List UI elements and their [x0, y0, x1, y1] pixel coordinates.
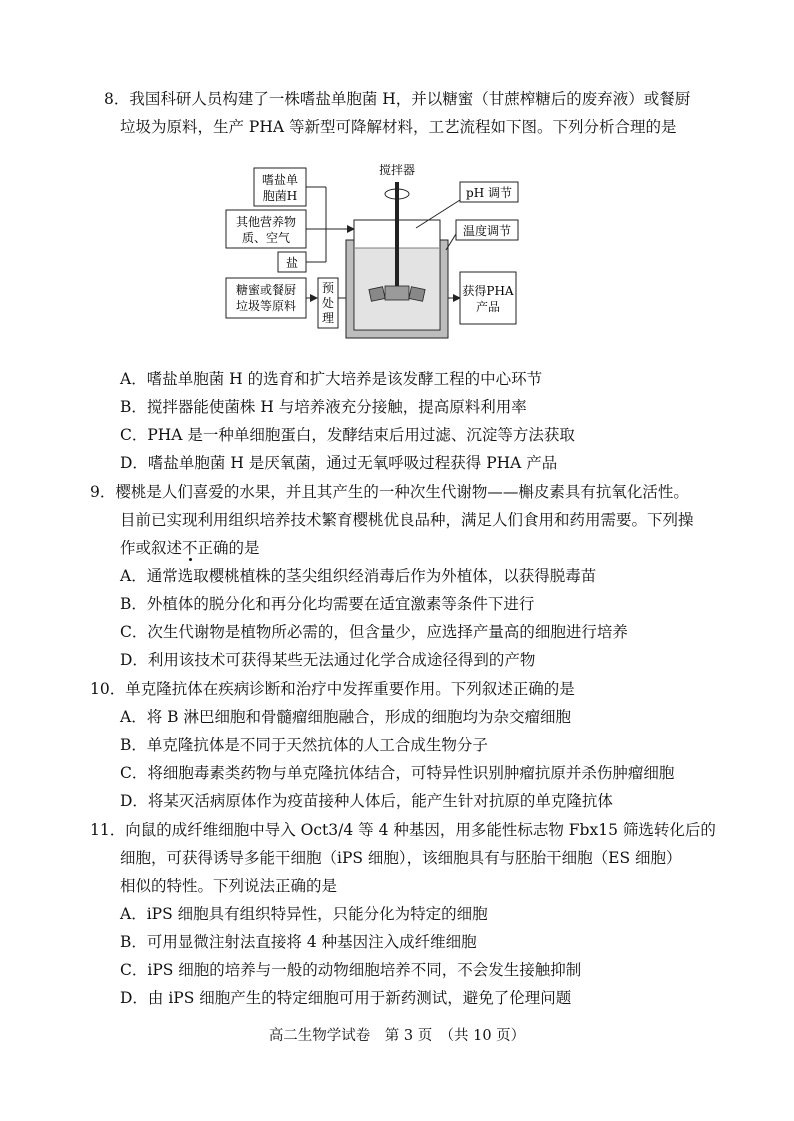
- q8-option-a: A．嗜盐单胞菌 H 的选育和扩大培养是该发酵工程的中心环节: [120, 370, 543, 388]
- box-nutrients-text-2: 质、空气: [241, 231, 291, 245]
- q10-option-b: B．单克隆抗体是不同于天然抗体的人工合成生物分子: [120, 736, 488, 754]
- q8-option-b: B．搅拌器能使菌株 H 与培养液充分接触，提高原料利用率: [120, 398, 527, 416]
- q11-option-c: C．iPS 细胞的培养与一般的动物细胞培养不同，不会发生接触抑制: [120, 961, 582, 979]
- q8-stem-line1: 8．我国科研人员构建了一株嗜盐单胞菌 H，并以糖蜜（甘蔗榨糖后的废弃液）或餐厨: [104, 90, 691, 108]
- impeller-blade-right: [409, 287, 425, 302]
- q9-emphasis-not: 不: [182, 539, 198, 557]
- q9-option-d: D．利用该技术可获得某些无法通过化学合成途径得到的产物: [120, 651, 536, 669]
- q9-stem-pre: 作或叙述: [120, 539, 183, 557]
- fermentation-flow-diagram: [220, 160, 530, 345]
- box-pretreatment-text-1: 预: [321, 281, 335, 295]
- q9-stem-line2: 目前已实现利用组织培养技术繁育樱桃优良品种，满足人们食用和药用需要。下列操: [120, 511, 694, 529]
- q8-option-c: C．PHA 是一种单细胞蛋白，发酵结束后用过滤、沉淀等方法获取: [120, 426, 575, 444]
- q10-option-c: C．将细胞毒素类药物与单克隆抗体结合，可特异性识别肿瘤抗原并杀伤肿瘤细胞: [120, 764, 675, 782]
- q9-stem-line3: [120, 537, 260, 559]
- box-raw-material-text-1: 糖蜜或餐厨: [235, 283, 297, 297]
- impeller-blade-center: [385, 286, 409, 300]
- q8-stem-line2: 垃圾为原料，生产 PHA 等新型可降解材料，工艺流程如下图。下列分析合理的是: [120, 118, 677, 136]
- label-temperature: 温度调节: [462, 224, 512, 238]
- q9-option-a: A．通常选取樱桃植株的茎尖组织经消毒后作为外植体，以获得脱毒苗: [120, 567, 597, 585]
- q8-option-d: D．嗜盐单胞菌 H 是厌氧菌，通过无氧呼吸过程获得 PHA 产品: [120, 454, 558, 472]
- q9-stem-line1: 9．樱桃是人们喜爱的水果，并且其产生的一种次生代谢物——槲皮素具有抗氧化活性。: [90, 483, 689, 501]
- q11-option-a: A．iPS 细胞具有组织特异性，只能分化为特定的细胞: [120, 905, 488, 923]
- q10-option-d: D．将某灭活病原体作为疫苗接种人体后，能产生针对抗原的单克隆抗体: [120, 792, 613, 810]
- q11-option-d: D．由 iPS 细胞产生的特定细胞可用于新药测试，避免了伦理问题: [120, 989, 572, 1007]
- box-product: [460, 272, 516, 324]
- box-salt-text: 盐: [285, 256, 299, 270]
- box-raw-material-text-2: 垃圾等原料: [235, 299, 297, 313]
- box-product-text-2: 产品: [475, 300, 501, 314]
- label-ph: pH 调节: [466, 186, 512, 200]
- q11-stem-line1: 11．向鼠的成纤维细胞中导入 Oct3/4 等 4 种基因，用多能性标志物 Fbx15 筛选转化后的: [90, 821, 716, 839]
- box-bacteria-text-1: 嗜盐单: [261, 173, 299, 187]
- box-product-text-1: 获得PHA: [462, 284, 514, 298]
- q11-stem-line2: 细胞，可获得诱导多能干细胞（iPS 细胞），该细胞具有与胚胎干细胞（ES 细胞）: [120, 849, 682, 867]
- box-pretreatment-text-3: 理: [321, 311, 335, 325]
- q11-stem-line3: 相似的特性。下列说法正确的是: [120, 877, 338, 895]
- box-pretreatment-text-2: 处: [321, 296, 335, 310]
- q9-option-b: B．外植体的脱分化和再分化均需要在适宜激素等条件下进行: [120, 595, 535, 613]
- impeller-blade-left: [369, 287, 385, 302]
- box-bacteria-text-2: 胞菌H: [262, 189, 298, 203]
- q9-stem-post: 正确的是: [197, 539, 260, 557]
- box-nutrients-text-1: 其他营养物: [235, 215, 297, 229]
- q10-option-a: A．将 B 淋巴细胞和骨髓瘤细胞融合，形成的细胞均为杂交瘤细胞: [120, 708, 571, 726]
- q10-stem: 10．单克隆抗体在疾病诊断和治疗中发挥重要作用。下列叙述正确的是: [90, 680, 575, 698]
- q9-option-c: C．次生代谢物是植物所必需的，但含量少，应选择产量高的细胞进行培养: [120, 623, 628, 641]
- label-stirrer: 搅拌器: [378, 163, 416, 177]
- stirrer-shaft: [395, 182, 399, 300]
- page-footer: 高二生物学试卷 第 3 页 （共 10 页）: [268, 1028, 526, 1044]
- q11-option-b: B．可用显微注射法直接将 4 种基因注入成纤维细胞: [120, 933, 477, 951]
